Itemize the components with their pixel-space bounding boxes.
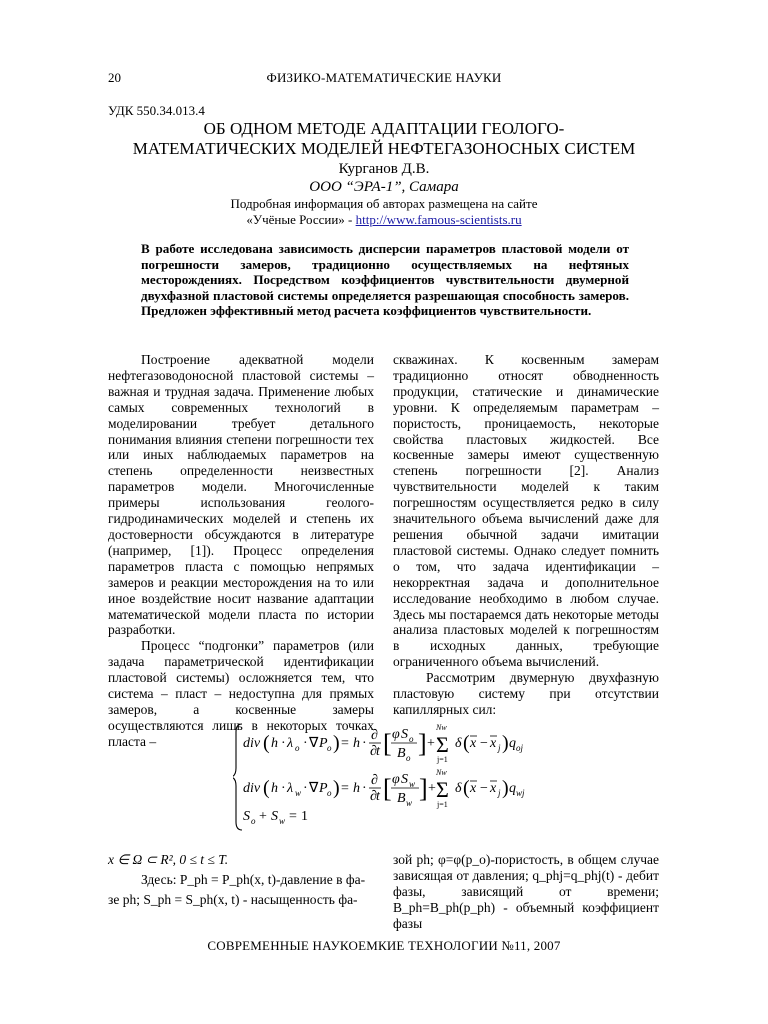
left-column [108,352,374,750]
title-line-1: ОБ ОДНОМ МЕТОДЕ АДАПТАЦИИ ГЕОЛОГО- [203,119,565,138]
eq2-nabla: ∇ [309,781,319,796]
eq1-sum-upper: Nw [436,723,447,732]
left-paragraph-2: Процесс “подгонки” параметров (или задача параметрической идентификации пластовой системы) осложняется тем, что система – пласт – недоступна для прямых замеров, а косвенные замеры осуществляются лишь в некоторых точках пласта – [108,638,374,749]
eq2-sum-lower: j=1 [437,800,448,809]
eq1-equals: = [341,736,349,751]
eq1-xj: x [490,736,497,751]
right-column [393,352,659,718]
right-paragraph-2: Рассмотрим двумерную двухфазную пластовую систему при отсутствии капиллярных сил: [393,670,659,717]
bottom-left-text [108,852,376,908]
eq2-B: B [397,791,406,806]
eq1-plus: + [427,736,435,751]
eq2-sigma: Σ [436,777,449,802]
equation-water [243,768,525,809]
eq1-rbracket: ] [418,729,427,758]
eq1-rparen2: ) [502,732,509,754]
left-brace [233,724,242,830]
eq1-delta: δ [455,736,462,751]
eq2-lparen2: ( [463,777,470,799]
notation-line-1: Здесь: P_ph = P_ph(x, t)-давление в фа- [141,872,366,887]
eq1-phi: φ [392,727,400,742]
info-prefix: «Учёные России» - [246,212,356,227]
equation-system [233,722,543,832]
eq1-q-sub: oj [516,743,524,753]
eq1-P: P [319,736,328,751]
organization: ООО “ЭРА-1”, Самара [309,179,459,195]
eq2-P: P [319,781,328,796]
author-name: Курганов Д.В. [338,161,430,177]
eq2-phi: φ [392,772,400,787]
eq3-S-w-sub: w [279,816,286,826]
eq2-xj: x [490,781,497,796]
eq1-x: x [470,736,477,751]
eq2-lambda-sub: w [295,788,302,798]
eq3-S-o-sub: o [251,816,256,826]
eq1-lambda-sub: o [295,743,300,753]
eq1-P-sub: o [327,743,332,753]
eq2-S: S [401,772,408,787]
eq2-sum-upper: Nw [436,768,447,777]
right-paragraph-1: скважинах. К косвенным замерам традиционно относят обводненность продукции, статические и динамические уровни. К определяемым параметрам – пористость, проницаемость, некоторые свойства пластовых жидкостей. Все косвенные замеры имеют существенную степень погрешности [2]. Анализ чувствительности моделей к таким погрешностям осуществляется редко в силу значительного объема вычислений даже для решения обычной задачи имитации пластовой системы. Однако следует помнить о том, что задача идентификации – некорректная задача и дополнительное исследование необходимо в любом случае. Здесь мы постараемся дать некоторые методы анализа пластовых моделей к погрешностям в исходных данных, требующие ограниченного объема вычислений. [393,352,659,670]
eq1-dot3: · [362,736,367,751]
eq1-h: h [271,736,278,751]
running-footer: СОВРЕМЕННЫЕ НАУКОЕМКИЕ ТЕХНОЛОГИИ №11, 2007 [207,938,561,953]
eq2-P-sub: o [327,788,332,798]
author-info [108,196,660,228]
eq2-S-sub: w [409,779,416,789]
notation-line-2: зе ph; S_ph = S_ph(x, t) - насыщенность фа- [108,892,358,907]
eq2-t: t [376,789,380,804]
eq1-sum-lower: j=1 [437,755,448,764]
eq2-lparen: ( [263,777,270,799]
eq1-B: B [397,746,406,761]
eq1-h2: h [353,736,360,751]
eq1-lparen: ( [263,732,270,754]
eq1-dot1: · [281,736,286,751]
eq1-dot2: · [303,736,308,751]
eq2-q: q [509,781,516,796]
eq2-dot1: · [281,781,286,796]
eq1-lparen2: ( [463,732,470,754]
eq2-B-sub: w [406,798,413,808]
page-number: 20 [108,70,121,85]
paper-title [108,119,660,159]
eq1-rparen: ) [333,732,340,754]
eq2-h: h [271,781,278,796]
eq3-equals: = [289,809,297,824]
abstract: В работе исследована зависимость дисперсии параметров пластовой модели от погрешности замеров, традиционно осуществляемых на нефтяных месторождениях. Посредством коэффициентов чувствительности двумерной двухфазной пластовой системы определяется разрешающая способность замеров. Предложен эффективный метод расчета коэффициентов чувствительности. [141,241,629,319]
eq2-dot3: · [362,781,367,796]
eq1-minus: − [480,736,488,751]
info-link[interactable]: http://www.famous-scientists.ru [355,212,522,227]
eq2-div: div [243,781,261,796]
eq2-lbracket: [ [383,774,392,803]
info-line-1: Подробная информация об авторах размещена на сайте [230,196,538,211]
info-line-2 [108,212,660,228]
eq2-equals: = [341,781,349,796]
bottom-right-text: зой ph; φ=φ(p_o)-пористость, в общем случае зависящая от давления; q_phj=q_phj(t) - дебит фазы, зависящий от времени; B_ph=B_ph(p_ph) - объемный коэффициент фазы [393,852,659,931]
domain-line: x ∈ Ω ⊂ R², 0 ≤ t ≤ T. [108,852,229,867]
eq1-lbracket: [ [383,729,392,758]
eq3-S-o: S [243,809,250,824]
eq1-sigma: Σ [436,732,449,757]
eq2-delta: δ [455,781,462,796]
eq2-dot2: · [303,781,308,796]
eq3-plus: + [259,809,267,824]
eq2-plus: + [428,781,436,796]
eq2-h2: h [353,781,360,796]
eq2-partial-top: ∂ [371,773,378,788]
eq2-rbracket: ] [419,774,428,803]
eq1-lambda: λ [287,736,294,751]
eq1-S: S [401,727,408,742]
equation-oil [243,723,524,764]
eq1-B-sub: o [406,753,411,763]
eq1-q: q [509,736,516,751]
eq2-partial-bottom: ∂ [370,789,377,804]
eq1-S-sub: o [409,734,414,744]
eq3-S-w: S [271,809,278,824]
udk-code: УДК 550.34.013.4 [108,103,205,118]
eq1-partial-top: ∂ [371,728,378,743]
title-line-2: МАТЕМАТИЧЕСКИХ МОДЕЛЕЙ НЕФТЕГАЗОНОСНЫХ СИСТЕМ [132,139,636,158]
eq2-rparen2: ) [502,777,509,799]
eq2-lambda: λ [287,781,294,796]
eq2-x: x [470,781,477,796]
journal-section: ФИЗИКО-МАТЕМАТИЧЕСКИЕ НАУКИ [266,70,502,85]
eq1-nabla: ∇ [309,736,319,751]
eq3-one: 1 [301,809,308,824]
eq1-div: div [243,736,261,751]
equation-saturation [243,809,308,826]
eq2-q-sub: wj [516,788,525,798]
eq2-xj-sub: j [498,788,501,798]
eq1-t: t [376,744,380,759]
left-paragraph-1: Построение адекватной модели нефтегазоводоносной пластовой системы – важная и трудная задача. Применение любых самых современных технологий в моделировании требует детального понимания влияния степени погрешности тех или иных наблюдаемых параметров на степень определенности неизвестных параметров модели. Многочисленные примеры использования геолого-гидродинамических моделей и степень их достоверности обсуждаются в литературе (например, [1]). Процесс определения параметров пласта с помощью непрямых замеров и реакции месторождения на то или иное воздействие носит название адаптации математической модели пласта по истории разработки. [108,352,374,638]
eq1-partial-bottom: ∂ [370,744,377,759]
eq2-minus: − [480,781,488,796]
eq1-xj-sub: j [498,743,501,753]
eq2-rparen: ) [333,777,340,799]
